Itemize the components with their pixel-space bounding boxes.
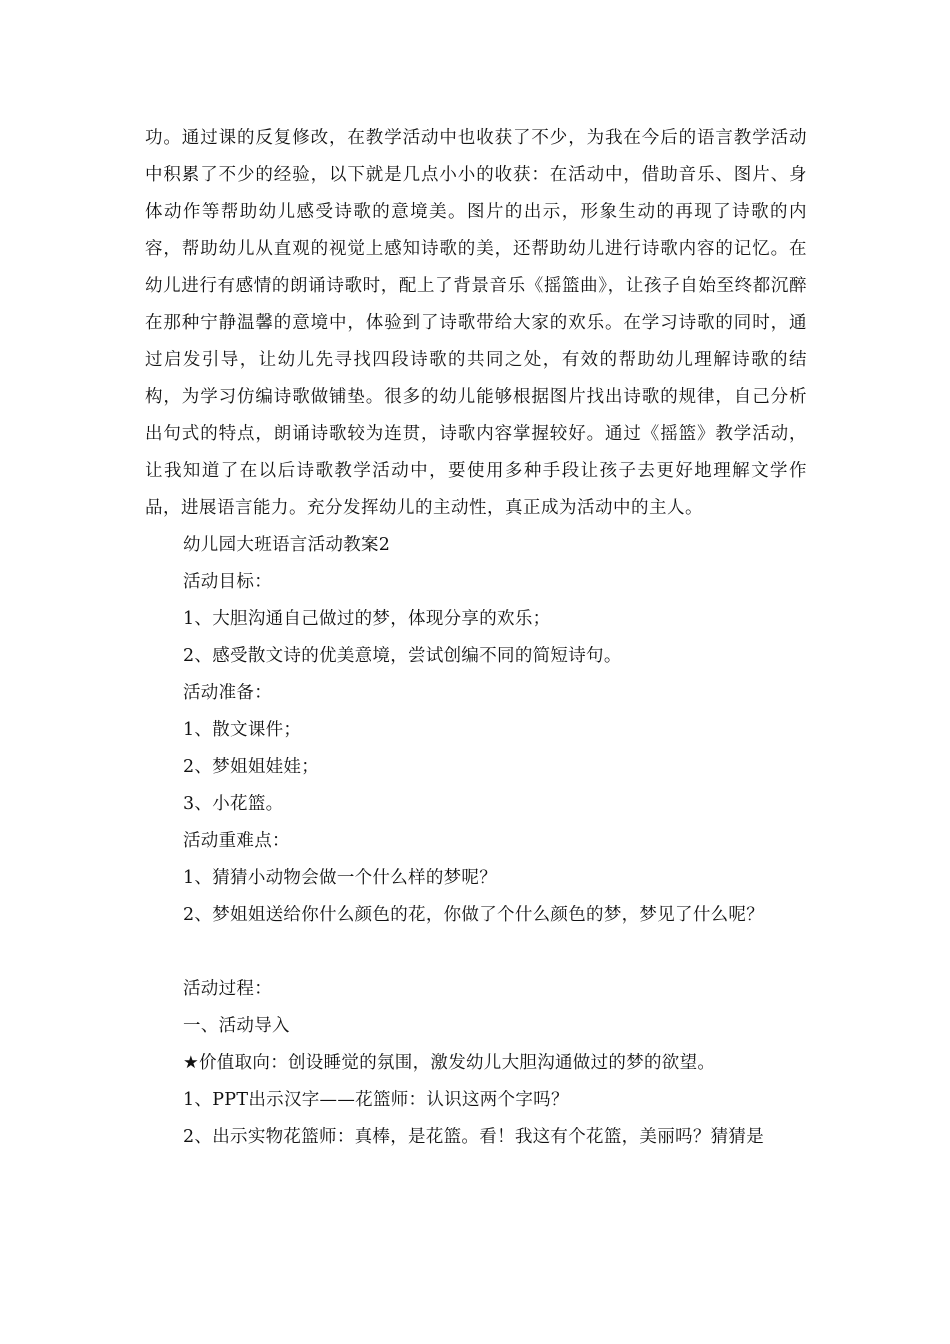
star-icon: ★ (183, 1053, 199, 1073)
prep-item: 2、梦姐姐娃娃； (183, 757, 320, 777)
blank-line (145, 934, 807, 971)
keypoints-heading: 活动重难点： (183, 831, 290, 851)
lesson-title: 幼儿园大班语言活动教案2 (183, 535, 391, 555)
value-orientation-line (145, 1045, 807, 1082)
process-section-title: 一、活动导入 (183, 1016, 290, 1036)
reflection-paragraph: 功。通过课的反复修改，在教学活动中也收获了不少，为我在今后的语言教学活动中积累了不少的经验，以下就是几点小小的收获：在活动中，借助音乐、图片、身体动作等帮助幼儿感受诗歌的意境美。图片的出示，形象生动的再现了诗歌的内容，帮助幼儿从直观的视觉上感知诗歌的美，还帮助幼儿进行诗歌内容的记忆。在幼儿进行有感情的朗诵诗歌时，配上了背景音乐《摇篮曲》，让孩子自始至终都沉醉在那种宁静温馨的意境中，体验到了诗歌带给大家的欢乐。在学习诗歌的同时，通过启发引导，让幼儿先寻找四段诗歌的共同之处，有效的帮助幼儿理解诗歌的结构，为学习仿编诗歌做铺垫。很多的幼儿能够根据图片找出诗歌的规律，自己分析出句式的特点，朗诵诗歌较为连贯，诗歌内容掌握较好。通过《摇篮》教学活动，让我知道了在以后诗歌教学活动中，要使用多种手段让孩子去更好地理解文学作品，进展语言能力。充分发挥幼儿的主动性，真正成为活动中的主人。 (145, 128, 807, 518)
process-item: 1、PPT出示汉字——花篮师：认识这两个字吗？ (183, 1090, 569, 1110)
keypoint-item: 1、猜猜小动物会做一个什么样的梦呢？ (183, 868, 498, 888)
process-heading: 活动过程： (183, 979, 272, 999)
process-item: 2、出示实物花篮师：真棒，是花篮。看！我这有个花篮，美丽吗？猜猜是 (183, 1127, 765, 1147)
keypoint-item: 2、梦姐姐送给你什么颜色的花，你做了个什么颜色的梦，梦见了什么呢？ (183, 905, 765, 925)
goals-heading: 活动目标： (183, 572, 272, 592)
prep-heading: 活动准备： (183, 683, 272, 703)
prep-item: 3、小花篮。 (183, 794, 284, 814)
prep-item: 1、散文课件； (183, 720, 302, 740)
goal-item: 2、感受散文诗的优美意境，尝试创编不同的简短诗句。 (183, 646, 622, 666)
value-orientation-text: 价值取向：创设睡觉的氛围，激发幼儿大胆沟通做过的梦的欲望。 (199, 1053, 716, 1073)
document-body (145, 120, 807, 1156)
goal-item: 1、大胆沟通自己做过的梦，体现分享的欢乐； (183, 609, 551, 629)
